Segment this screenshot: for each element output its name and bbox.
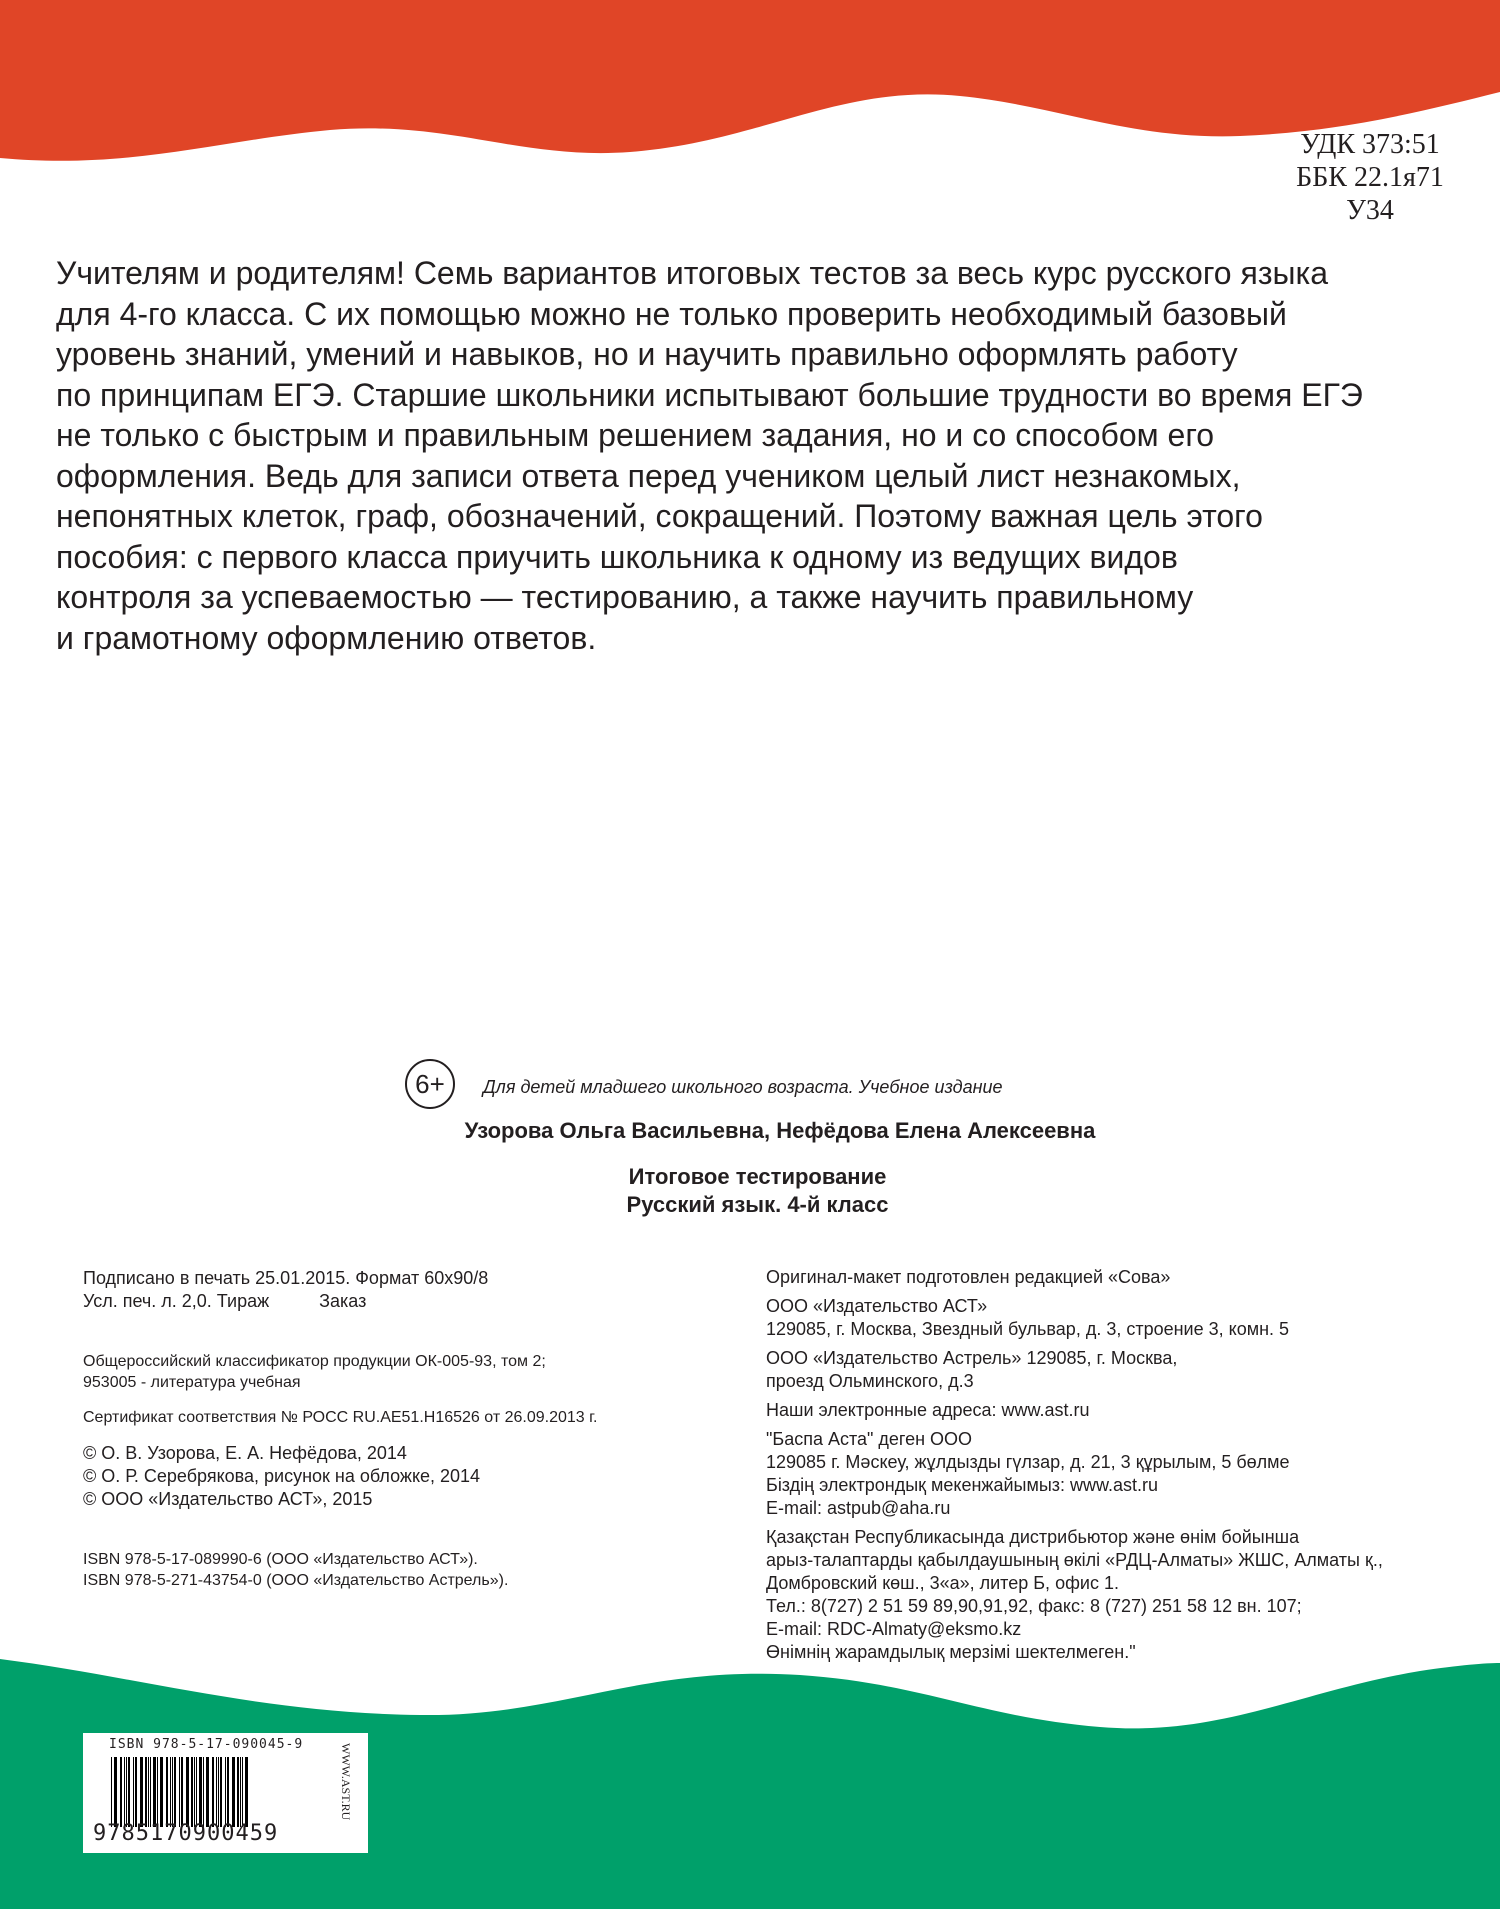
original-layout-note: Оригинал-макет подготовлен редакцией «Сова» bbox=[766, 1267, 1171, 1287]
distributor-line: Тел.: 8(727) 2 51 59 89,90,91,92, факс: 8 (727) 251 58 12 вн. 107; bbox=[766, 1596, 1302, 1616]
publisher-astrel-line: проезд Ольминского, д.3 bbox=[766, 1371, 974, 1391]
barcode-bar bbox=[148, 1757, 149, 1827]
web-address: Наши электронные адреса: www.ast.ru bbox=[766, 1400, 1090, 1420]
classifier-line: Общероссийский классификатор продукции ОК-005-93, том 2; bbox=[83, 1353, 546, 1370]
print-info-line: Подписано в печать 25.01.2015. Формат 60х90/8 bbox=[83, 1268, 489, 1288]
intro-line: уровень знаний, умений и навыков, но и научить правильно оформлять работу bbox=[56, 336, 1238, 372]
authors: Узорова Ольга Васильевна, Нефёдова Елена Алексеевна bbox=[464, 1118, 1096, 1143]
barcode-bar bbox=[172, 1757, 173, 1827]
intro-line: контроля за успеваемостью — тестированию, а также научить правильному bbox=[56, 579, 1194, 615]
barcode-bar bbox=[227, 1757, 229, 1827]
distributor-line: Домбровский көш., 3«а», литер Б, офис 1. bbox=[766, 1573, 1119, 1593]
barcode-bar bbox=[242, 1757, 243, 1827]
barcode-bar bbox=[203, 1757, 204, 1827]
bbk-code: ББК 22.1я71 bbox=[1296, 162, 1444, 193]
barcode-bar bbox=[218, 1757, 219, 1827]
print-info-line: Усл. печ. л. 2,0. Тираж Заказ bbox=[83, 1291, 367, 1311]
barcode-bar bbox=[133, 1757, 134, 1827]
kazakh-office-line: E-mail: astpub@aha.ru bbox=[766, 1498, 951, 1518]
copyright-line: © ООО «Издательство АСТ», 2015 bbox=[83, 1489, 373, 1509]
barcode-bar bbox=[166, 1757, 168, 1827]
barcode-bar bbox=[174, 1757, 176, 1827]
barcode-site: WWW.AST.RU bbox=[339, 1743, 353, 1821]
barcode-bar bbox=[181, 1757, 183, 1827]
barcode-bar bbox=[194, 1757, 195, 1827]
barcode-bar bbox=[170, 1757, 171, 1827]
intro-line: не только с быстрым и правильным решением задания, но и со способом его bbox=[56, 417, 1215, 453]
age-note: Для детей младшего школьного возраста. Учебное издание bbox=[483, 1077, 1003, 1097]
kazakh-office-line: "Баспа Аста" деген ООО bbox=[766, 1429, 973, 1449]
barcode-bar bbox=[140, 1757, 143, 1827]
barcode-bar bbox=[191, 1757, 193, 1827]
barcode-bar bbox=[150, 1757, 151, 1827]
intro-line: по принципам ЕГЭ. Старшие школьники испытывают большие трудности во время ЕГЭ bbox=[56, 376, 1363, 413]
intro-text bbox=[56, 253, 1466, 658]
barcode-bar bbox=[111, 1757, 112, 1827]
publisher-details bbox=[766, 1266, 1466, 1664]
book-subtitle-line: Русский язык. 4-й класс bbox=[626, 1192, 889, 1217]
publisher-astrel-line: ООО «Издательство Астрель» 129085, г. Москва, bbox=[766, 1348, 1178, 1368]
barcode-bar bbox=[220, 1757, 222, 1827]
barcode-bar bbox=[196, 1757, 197, 1827]
intro-line: пособия: с первого класса приучить школьника к одному из ведущих видов bbox=[56, 538, 1178, 575]
barcode-digits: 9785170900459 bbox=[93, 1821, 279, 1846]
barcode-bar bbox=[245, 1757, 248, 1827]
classifier-line: 953005 - литература учебная bbox=[83, 1374, 301, 1391]
barcode-bars bbox=[109, 1757, 329, 1827]
barcode-bar bbox=[126, 1757, 127, 1827]
book-title-line: Итоговое тестирование bbox=[628, 1164, 887, 1189]
barcode-bar bbox=[237, 1757, 239, 1827]
copyright-line: © О. Р. Серебрякова, рисунок на обложке, 2014 bbox=[83, 1466, 481, 1486]
barcode-bar bbox=[157, 1757, 158, 1827]
intro-line: и грамотному оформлению ответов. bbox=[56, 619, 597, 656]
distributor-line: E-mail: RDC-Almaty@eksmo.kz bbox=[766, 1619, 1022, 1639]
kazakh-office-line: 129085 г. Мәскеу, жұлдызды гүлзар, д. 21, 3 құрылым, 5 бөлме bbox=[766, 1452, 1290, 1472]
udk-code: УДК 373:51 bbox=[1300, 129, 1440, 160]
barcode-bar bbox=[124, 1757, 125, 1827]
certificate-line: Сертификат соответствия № РОСС RU.AE51.H16526 от 26.09.2013 г. bbox=[83, 1409, 598, 1426]
distributor-line: Өнімнің жарамдылық мерзімі шектелмеген." bbox=[766, 1642, 1136, 1662]
distributor-line: Қазақстан Республикасында дистрибьютор және өнім бойынша bbox=[766, 1527, 1300, 1547]
barcode-bar bbox=[145, 1757, 147, 1827]
barcode-isbn-label: ISBN 978-5-17-090045-9 bbox=[109, 1737, 304, 1752]
publisher-ast-address: 129085, г. Москва, Звездный бульвар, д. 3, строение 3, комн. 5 bbox=[766, 1319, 1290, 1339]
copyright-line: © О. В. Узорова, Е. А. Нефёдова, 2014 bbox=[83, 1443, 407, 1463]
kazakh-office-line: Біздің электрондық мекенжайымыз: www.ast.ru bbox=[766, 1475, 1159, 1495]
intro-line: непонятных клеток, граф, обозначений, сокращений. Поэтому важная цель этого bbox=[56, 498, 1263, 534]
isbn-line: ISBN 978-5-17-089990-6 (ООО «Издательство АСТ»). bbox=[83, 1551, 478, 1568]
print-details bbox=[83, 1267, 723, 1591]
book-title bbox=[0, 1163, 1500, 1219]
intro-line: для 4-го класса. С их помощью можно не только проверить необходимый базовый bbox=[56, 295, 1287, 332]
isbn-line: ISBN 978-5-271-43754-0 (ООО «Издательство Астрель»). bbox=[83, 1572, 509, 1589]
author-mark: У34 bbox=[1346, 195, 1394, 226]
barcode-bar bbox=[179, 1757, 180, 1827]
distributor-line: арыз-талаптарды қабылдаушының өкілі «РДЦ-Алматы» ЖШС, Алматы қ., bbox=[766, 1550, 1383, 1570]
publisher-ast-name: ООО «Издательство АСТ» bbox=[766, 1296, 988, 1316]
age-rating-badge: 6+ bbox=[405, 1059, 455, 1109]
intro-line: оформления. Ведь для записи ответа перед учеником целый лист незнакомых, bbox=[56, 457, 1241, 494]
barcode-bar bbox=[160, 1757, 163, 1827]
intro-line: Учителям и родителям! Семь вариантов итоговых тестов за весь курс русского языка bbox=[56, 255, 1328, 291]
barcode-bar bbox=[114, 1757, 117, 1827]
barcode-bar bbox=[212, 1757, 214, 1827]
barcode-bar bbox=[186, 1757, 189, 1827]
barcode-bar bbox=[240, 1757, 241, 1827]
barcode-bar bbox=[120, 1757, 122, 1827]
barcode-bar bbox=[232, 1757, 235, 1827]
barcode-bar bbox=[206, 1757, 209, 1827]
barcode-bar bbox=[216, 1757, 217, 1827]
barcode-bar bbox=[135, 1757, 137, 1827]
barcode-bar bbox=[128, 1757, 130, 1827]
barcode-bar bbox=[153, 1757, 156, 1827]
barcode-bar bbox=[225, 1757, 226, 1827]
udk-classification bbox=[1265, 128, 1475, 227]
barcode-bar bbox=[199, 1757, 202, 1827]
barcode bbox=[83, 1733, 368, 1853]
